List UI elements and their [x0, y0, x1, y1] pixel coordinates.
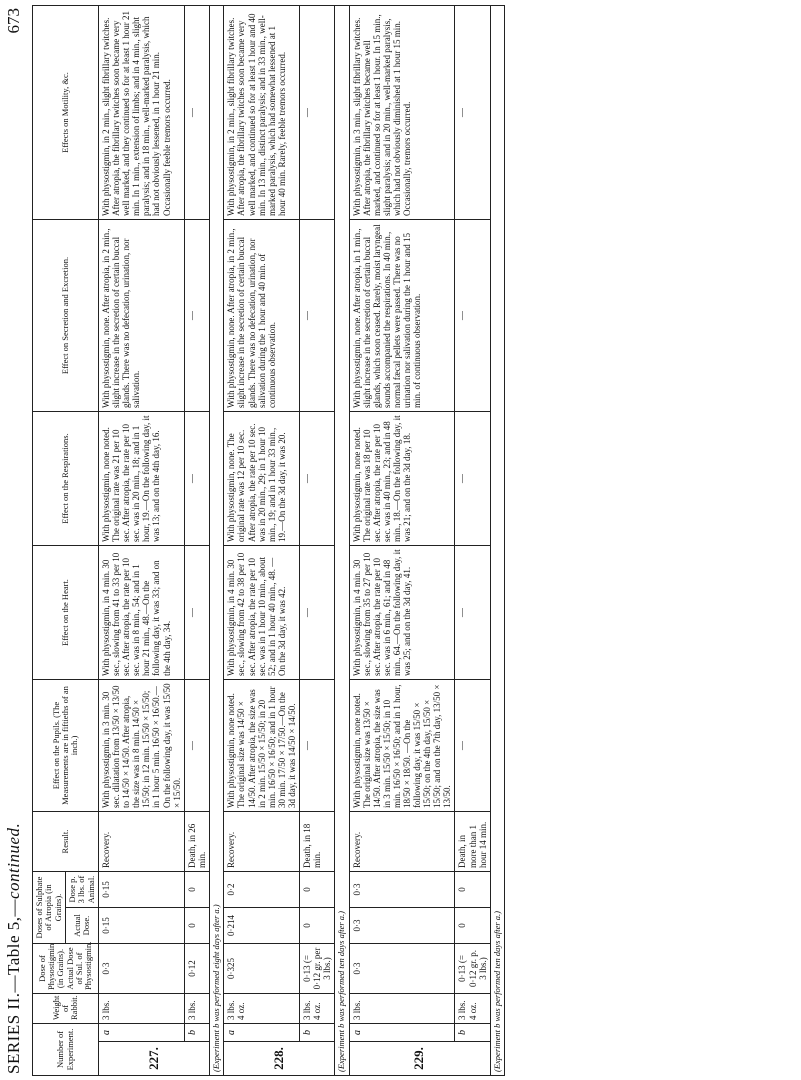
heart-cell: With physostigmin, in 4 min. 30 sec., slowing from 35 to 27 per 10 sec. After atropia, the rate per 10 sec. was in 6 min., 61; and in 48 min., 64.—On the following day, it was 25; and on the 3d day, 41. [349, 546, 455, 680]
weight-cell: 3 lbs. [349, 994, 455, 1024]
physostigmin-cell: 0·13 (= 0·12 gr. per 3 lbs.) [299, 944, 334, 994]
note-row [209, 6, 224, 1076]
heart-cell: With physostigmin, in 4 min. 30 sec., slowing from 41 to 33 per 10 sec. After atropia, the rate per 10 sec. was in 8 min., 54; and in 1 hour 21 min., 48.—On the following day, it was 33; and on the 4th day, 34. [99, 546, 185, 680]
series-label: SERIES II. [4, 992, 23, 1074]
experiment-number: 228. [224, 1042, 335, 1076]
secretion-cell: With physostigmin, none. After atropia, in 2 min., slight increase in the secretion of certain buccal glands. There was no defecation, urination, nor salivation during the 1 hour and 40 min. of continuous observation. [224, 220, 300, 412]
table-row [224, 6, 300, 1076]
atropia-actual-cell: 0·3 [349, 908, 455, 944]
experiment-number: 229. [349, 1042, 490, 1076]
result-cell: Death, in more than 1 hour 14 min. [455, 812, 490, 872]
physostigmin-cell: 0·3 [349, 944, 455, 994]
col-weight: Weight of Rabbit. [33, 994, 99, 1024]
experiment-note: (Experiment b was performed ten days after a.) [490, 6, 505, 1076]
pupils-cell: — [184, 680, 209, 812]
col-number: Number of Experiment. [33, 1024, 99, 1076]
note-row [490, 6, 505, 1076]
col-result: Result. [33, 812, 99, 872]
table-row [99, 6, 185, 1076]
result-cell: Recovery. [224, 812, 300, 872]
header-row [33, 6, 66, 1076]
atropia-actual-cell: 0 [184, 908, 209, 944]
col-atropia-actual: Actual Dose. [66, 908, 99, 944]
pupils-cell: With physostigmin, none noted. The original size was 14/50 × 14/50. After atropia, the size was in 2 min. 15/50 × 15/50; in 20 min. 16/50 × 16/50; and in 1 hour 30 min. 17/50 × 17/50.—On the 3d day, it was 14/50 × 14/50. [224, 680, 300, 812]
note-row [335, 6, 350, 1076]
row-label: a [224, 1024, 300, 1042]
table-row [349, 6, 455, 1076]
running-title: SERIES II.—Table 5,—continued. [4, 822, 23, 1074]
atropia-actual-cell: 0 [299, 908, 334, 944]
col-atropia-per3lbs: Dose p. 3 lbs. of Animal. [66, 872, 99, 908]
table-row [455, 6, 490, 1076]
experiment-number: 227. [99, 1042, 210, 1076]
result-cell: Death, in 18 min. [299, 812, 334, 872]
atropia-actual-cell: 0·214 [224, 908, 300, 944]
row-label: b [455, 1024, 490, 1042]
atropia-actual-cell: 0 [455, 908, 490, 944]
page-header [2, 0, 26, 1080]
col-motility: Effects on Motility, &c. [33, 6, 99, 220]
col-physostigmin: Dose of Physostigmin (in Grains). Actual Dose of Sul. of Physostigmin. [33, 944, 99, 994]
secretion-cell: — [184, 220, 209, 412]
atropia-per3-cell: 0·2 [224, 872, 300, 908]
heart-cell: — [455, 546, 490, 680]
respirations-cell: — [299, 412, 334, 546]
col-pupils: Effect on the Pupils. (The Measurements are in fiftieths of an inch.) [33, 680, 99, 812]
weight-cell: 3 lbs. 4 oz. [455, 994, 490, 1024]
physostigmin-cell: 0·13 (= 0·12 gr. p. 3 lbs.) [455, 944, 490, 994]
row-label: a [99, 1024, 185, 1042]
respirations-cell: With physostigmin, none. The original rate was 12 per 10 sec. After atropia, the rate per 10 sec. was in 20 min., 29; in 1 hour 10 min., 19; and in 1 hour 33 min., 19.—On the 3d day, it was 20. [224, 412, 300, 546]
col-secretion: Effect on Secretion and Excretion. [33, 220, 99, 412]
atropia-per3-cell: 0·15 [99, 872, 185, 908]
row-label: b [184, 1024, 209, 1042]
physostigmin-cell: 0·3 [99, 944, 185, 994]
result-cell: Recovery. [99, 812, 185, 872]
weight-cell: 3 lbs. [184, 994, 209, 1024]
row-label: a [349, 1024, 455, 1042]
weight-cell: 3 lbs. [99, 994, 185, 1024]
continued-label: continued. [4, 822, 23, 899]
respirations-cell: — [455, 412, 490, 546]
result-cell: Recovery. [349, 812, 455, 872]
experiment-table [32, 5, 505, 1076]
respirations-cell: With physostigmin, none noted. The original rate was 21 per 10 sec. After atropia, the rate per 10 sec. was in 20 min., 18; and in 1 hour, 19.—On the following day, it was 13; and on the 4th day, 16. [99, 412, 185, 546]
motility-cell: — [184, 6, 209, 220]
atropia-per3-cell: 0·3 [349, 872, 455, 908]
weight-cell: 3 lbs. 4 oz. [299, 994, 334, 1024]
pupils-cell: With physostigmin, none noted. The original size was 13/50 × 14/50. After atropia, the size was in 3 min. 15/50 × 15/50; in 10 min. 16/50 × 16/50; and in 1 hour, 18/50 × 18/50. —On the following day, it was 15/50 × 15/50; on the 4th day, 15/50 × 15/50; and on the 7th day, 13/50 × 13/50. [349, 680, 455, 812]
atropia-actual-cell: 0·15 [99, 908, 185, 944]
heart-cell: — [184, 546, 209, 680]
pupils-cell: — [455, 680, 490, 812]
experiment-note: (Experiment b was performed eight days after a.) [209, 6, 224, 1076]
motility-cell: With physostigmin, in 3 min., slight fibrillary twitches. After atropia, the fibrillary twitches became well marked, and continued so for at least 1 hour. In 15 min., slight paralysis; and in 20 min., well-marked paralysis, which had not obviously diminished at 1 hour 15 min. Occasionally, tremors occurred. [349, 6, 455, 220]
secretion-cell: — [455, 220, 490, 412]
pupils-cell: With physostigmin, in 3 min. 30 sec. dilatation from 13/50 × 13/50 to 14/50 × 14/50. After atropia, the size was in 8 min. 14/50 × 15/50; in 12 min. 15/50 × 15/50; in 1 hour 5 min. 16/50 × 16/50.—On the following day, it was 15/50 × 15/50. [99, 680, 185, 812]
pupils-cell: — [299, 680, 334, 812]
motility-cell: With physostigmin, in 2 min., slight fibrillary twitches. After atropia, the fibrillary twitches soon became very well marked, and continued so for at least 1 hour and 40 min. In 13 min., distinct paralysis; and in 33 min., well-marked paralysis, which had somewhat lessened at 1 hour 40 min. Rarely, feeble tremors occurred. [224, 6, 300, 220]
secretion-cell: With physostigmin, none. After atropia, in 2 min., slight increase in the secretion of certain buccal glands. There was no defecation, urination, nor salivation. [99, 220, 185, 412]
heart-cell: With physostigmin, in 4 min. 30 sec., slowing from 42 to 38 per 10 sec. After atropia, the rate per 10 sec. was in 1 hour 10 min., about 52; and in 1 hour 40 min., 48. —On the 3d day, it was 42. [224, 546, 300, 680]
motility-cell: — [299, 6, 334, 220]
secretion-cell: — [299, 220, 334, 412]
col-atropia-group: Doses of Sulphate of Atropia (in Grains). [33, 872, 66, 944]
result-cell: Death, in 26 min. [184, 812, 209, 872]
motility-cell: With physostigmin, in 2 min., slight fibrillary twitches. After atropia, the fibrillary twitches soon became very well marked, and they continued so for at least 1 hour 21 min. In 1 min., extension of limbs; and in 4 min., slight paralysis; and in 18 min., well-marked paralysis, which had not obviously lessened, in 1 hour 21 min. Occasionally feeble tremors occurred. [99, 6, 185, 220]
heart-cell: — [299, 546, 334, 680]
weight-cell: 3 lbs. 4 oz. [224, 994, 300, 1024]
secretion-cell: With physostigmin, none. After atropia, in 1 min., slight increase in the secretion of certain buccal glands, which soon ceased. Rarely, moist laryngeal sounds accompanied the respirations. In 40 min., normal fæcal pellets were passed. There was no urination nor salivation during the 1 hour and 15 min. of continuous observation. [349, 220, 455, 412]
physostigmin-cell: 0·325 [224, 944, 300, 994]
col-respirations: Effect on the Respirations. [33, 412, 99, 546]
atropia-per3-cell: 0 [455, 872, 490, 908]
table-title: Table 5, [4, 916, 23, 975]
atropia-per3-cell: 0 [184, 872, 209, 908]
col-heart: Effect on the Heart. [33, 546, 99, 680]
page-number: 673 [4, 8, 23, 34]
respirations-cell: With physostigmin, none noted. The original rate was 18 per 10 sec. After atropia, the rate per 10 sec. was in 40 min., 23; and in 48 min., 18.—On the following day, it was 21; and on the 3d day, 18. [349, 412, 455, 546]
physostigmin-cell: 0·12 [184, 944, 209, 994]
experiment-note: (Experiment b was performed ten days after a.) [335, 6, 350, 1076]
motility-cell: — [455, 6, 490, 220]
table-row [184, 6, 209, 1076]
row-label: b [299, 1024, 334, 1042]
respirations-cell: — [184, 412, 209, 546]
atropia-per3-cell: 0 [299, 872, 334, 908]
table-row [299, 6, 334, 1076]
